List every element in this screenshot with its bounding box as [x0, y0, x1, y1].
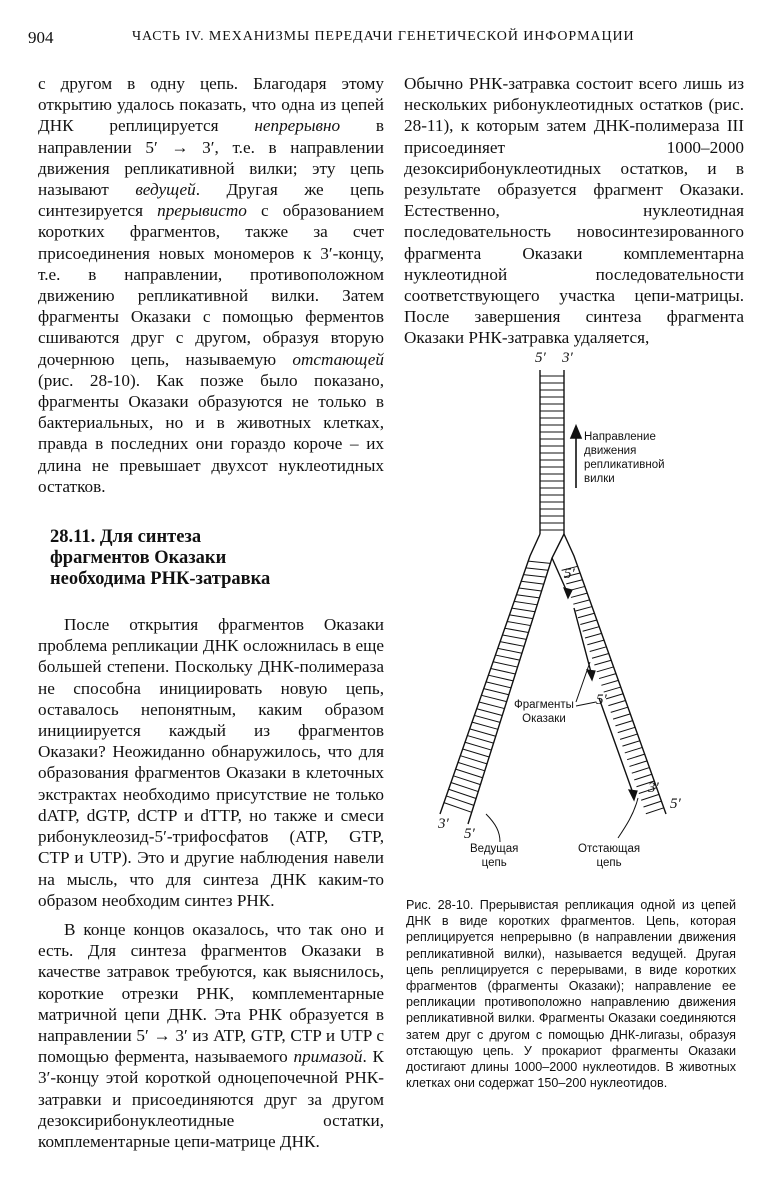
page-header [28, 28, 748, 52]
base-pair-rung [585, 633, 602, 638]
leading-strand [468, 534, 564, 824]
base-pair-rung [491, 668, 516, 673]
base-pair-rung [500, 642, 524, 647]
base-pair-rung [493, 662, 517, 667]
base-pair-rung [472, 722, 498, 729]
base-pair-rung [571, 593, 587, 597]
base-pair-rung [627, 754, 645, 760]
left-template-strand [440, 534, 540, 814]
base-pair-rung [615, 721, 632, 726]
base-pair-rung [608, 700, 625, 705]
base-pair-rung [453, 776, 480, 785]
base-pair-rung [590, 647, 607, 652]
page-number: 904 [28, 28, 54, 47]
base-pair-rung [646, 808, 664, 814]
fork-direction-label: Направление движения репликативной вилки [584, 431, 665, 485]
base-pair-rung [578, 613, 594, 617]
lagging-5-prime-a: 5′ [564, 566, 575, 582]
base-pair-rung [597, 667, 614, 672]
top-5-prime: 5′ [535, 350, 546, 366]
base-pair-rung [580, 620, 596, 624]
base-pair-rung [505, 628, 529, 632]
base-pair-rung [606, 694, 623, 699]
running-head: ЧАСТЬ IV. МЕХАНИЗМЫ ПЕРЕДАЧИ ГЕНЕТИЧЕСКОЙ ИНФОРМАЦИИ [132, 29, 635, 44]
replication-fork-figure [404, 346, 744, 886]
base-pair-rung [528, 561, 550, 563]
base-pair-rung [456, 769, 483, 778]
base-pair-rung [474, 715, 500, 722]
left-column [38, 73, 384, 1152]
okazaki-fragment-2 [574, 608, 592, 676]
base-pair-rung [644, 801, 662, 807]
base-pair-rung [446, 796, 474, 805]
base-pair-rung [576, 607, 592, 611]
base-pair-rung [509, 615, 532, 619]
right-paragraph-1: Обычно РНК-затравка состоит всего лишь из нескольких рибонуклеотидных остатков (рис. 28-11), к которым затем ДНК-полимераза III присоединяет 1000–2000 дезоксирибонуклеотидных остатков, и в результате образуется фрагмент Оказаки. Естественно, нуклеотидная последовательность новосинтезированного фрагмента Оказаки комплементарна нуклеотидной последовательности соответствующего участка цепи-матрицы. После завершения синтеза фрагмента Оказаки РНК-затравка удаляется, [404, 74, 744, 348]
base-pair-rung [458, 762, 485, 770]
base-pair-rung [632, 768, 650, 774]
base-pair-rung [498, 648, 522, 653]
base-pair-rung [451, 783, 478, 792]
base-pair-rung [444, 803, 472, 813]
base-pair-rung [517, 595, 540, 598]
leading-strand-label: Ведущая цепь [470, 843, 519, 869]
direction-arrow-icon [571, 426, 581, 488]
section-heading: 28.11. Для синтеза фрагментов Оказаки необходима РНК-затравка [50, 527, 271, 590]
base-pair-rung [611, 707, 628, 712]
figure-caption: Рис. 28-10. Прерывистая репликация одной из цепей ДНК в виде коротких фрагментов. Цепь, которая реплицируется непрерывно (в направлении движения репликативной вилки), называется ведущей. Другая цепь реплицируется с перерывами, в виде коротких фрагментов (фрагменты Оказаки); направление ее репликации противоположно направлению движения репликативной вилки. Фрагменты Оказаки соединяются затем друг с другом с помощью ДНК-лигазы, образуя отстающую цепь. У прокариот фрагменты Оказаки достигают длины 1000–2000 нуклеотидов. В животных клетках они содержат 150–200 нуклеотидов. [406, 898, 736, 1091]
base-pair-rung [599, 674, 616, 679]
base-pair-rung [573, 600, 589, 604]
base-pair-rung [592, 654, 609, 659]
okazaki-fragments-label: Фрагменты Оказаки [514, 699, 574, 725]
base-pair-rung [526, 568, 548, 570]
lagging-5-prime-b: 5′ [596, 692, 607, 708]
base-pair-rung [470, 729, 496, 736]
base-pair-rung [594, 660, 611, 665]
base-pair-rung [618, 727, 635, 732]
base-pair-rung [519, 588, 542, 591]
base-pair-rung [625, 747, 642, 752]
base-pair-rung [613, 714, 630, 719]
base-pair-rung [629, 761, 647, 767]
base-pair-rung [512, 608, 535, 612]
base-pair-rung [587, 640, 604, 645]
fork-diagram [404, 346, 744, 886]
base-pair-rung [460, 756, 487, 764]
base-pair-rung [484, 689, 509, 695]
base-pair-rung [622, 741, 639, 746]
left-paragraph-1: с другом в одну цепь. Благодаря этому открытию удалось показать, что одна из цепей ДНК реплицируется непрерывно в направлении 5′ → 3′, т.е. в направлении движения репликативной вилки; эту цепь называют ведущей. Другая же цепь синтезируется прерывисто с образованием коротких фрагментов, также за счет присоединения новых мономеров к 3′-концу, т.е. в направлении, противоположном движению репликативной вилки. Затем фрагменты Оказаки с помощью ферментов сшиваются друг с другом, образуя вторую дочернюю цепь, называемую отстающей (рис. 28-10). Как позже было показано, фрагменты Оказаки образуются не только в бактериальных, но и в животных клетках, правда в последних они гораздо короче – их длина не превышает двухсот нуклеотидных остатков. [38, 74, 384, 496]
base-pair-rung [465, 742, 491, 750]
lagging-3-prime: 3′ [648, 780, 659, 796]
okazaki-fragment-3 [599, 698, 634, 796]
base-pair-rung [502, 635, 526, 639]
base-pair-rung [521, 581, 544, 584]
base-pair-rung [481, 695, 506, 701]
base-pair-rung [467, 736, 493, 744]
bottom-left-3-prime: 3′ [438, 816, 449, 832]
left-paragraph-2: После открытия фрагментов Оказаки проблема репликации ДНК осложнилась в еще большей степени. Поскольку ДНК-полимераза не способна инициировать новую цепь, оставалось непонятным, каким образом инициируется каждый из фрагментов Оказаки? Неожиданно обнаружилось, что для образования фрагментов Оказаки в клеточных экстрактах необходимо присутствие не только dATP, dGTP, dCTP и dTTP, но также и смеси рибонуклеозид-5′-трифосфатов (ATP, GTP, CTP и UTP). Это и другие наблюдения навели на мысль, что для синтеза ДНК каким-то образом необходим синтез РНК. [38, 615, 384, 910]
base-pair-rung [583, 627, 600, 632]
base-pair-rung [449, 789, 476, 798]
base-pair-rung [514, 601, 537, 604]
base-pair-rung [463, 749, 489, 757]
base-pair-rung [507, 622, 531, 626]
base-pair-rung [495, 655, 519, 660]
base-pair-rung [477, 709, 503, 716]
left-paragraph-3: В конце концов оказалось, что так оно и есть. Для синтеза фрагментов Оказаки в качестве затравок требуются, как выяснилось, короткие отрезки РНК, комплементарные матричной цепи ДНК. Эта РНК образуется в направлении 5′ → 3′ из ATP, GTP, CTP и UTP с помощью фермента, называемого примазой. К 3′-концу этой короткой одноцепочечной РНК-затравки и присоединяются друг за другом дезоксирибонуклеотидные остатки, комплементарные цепи-матрице ДНК. [38, 919, 384, 1151]
right-column [404, 73, 744, 349]
base-pair-rung [488, 675, 513, 681]
base-pair-rung [620, 734, 637, 739]
base-pair-rung [486, 682, 511, 688]
base-pair-rung [524, 575, 546, 578]
bottom-right-5-prime: 5′ [670, 796, 681, 812]
bottom-left-5-prime: 5′ [464, 826, 475, 842]
base-pair-rung [479, 702, 504, 709]
base-pair-rung [601, 680, 618, 685]
lagging-strand-label: Отстающая цепь [578, 843, 641, 869]
top-3-prime: 3′ [562, 350, 573, 366]
